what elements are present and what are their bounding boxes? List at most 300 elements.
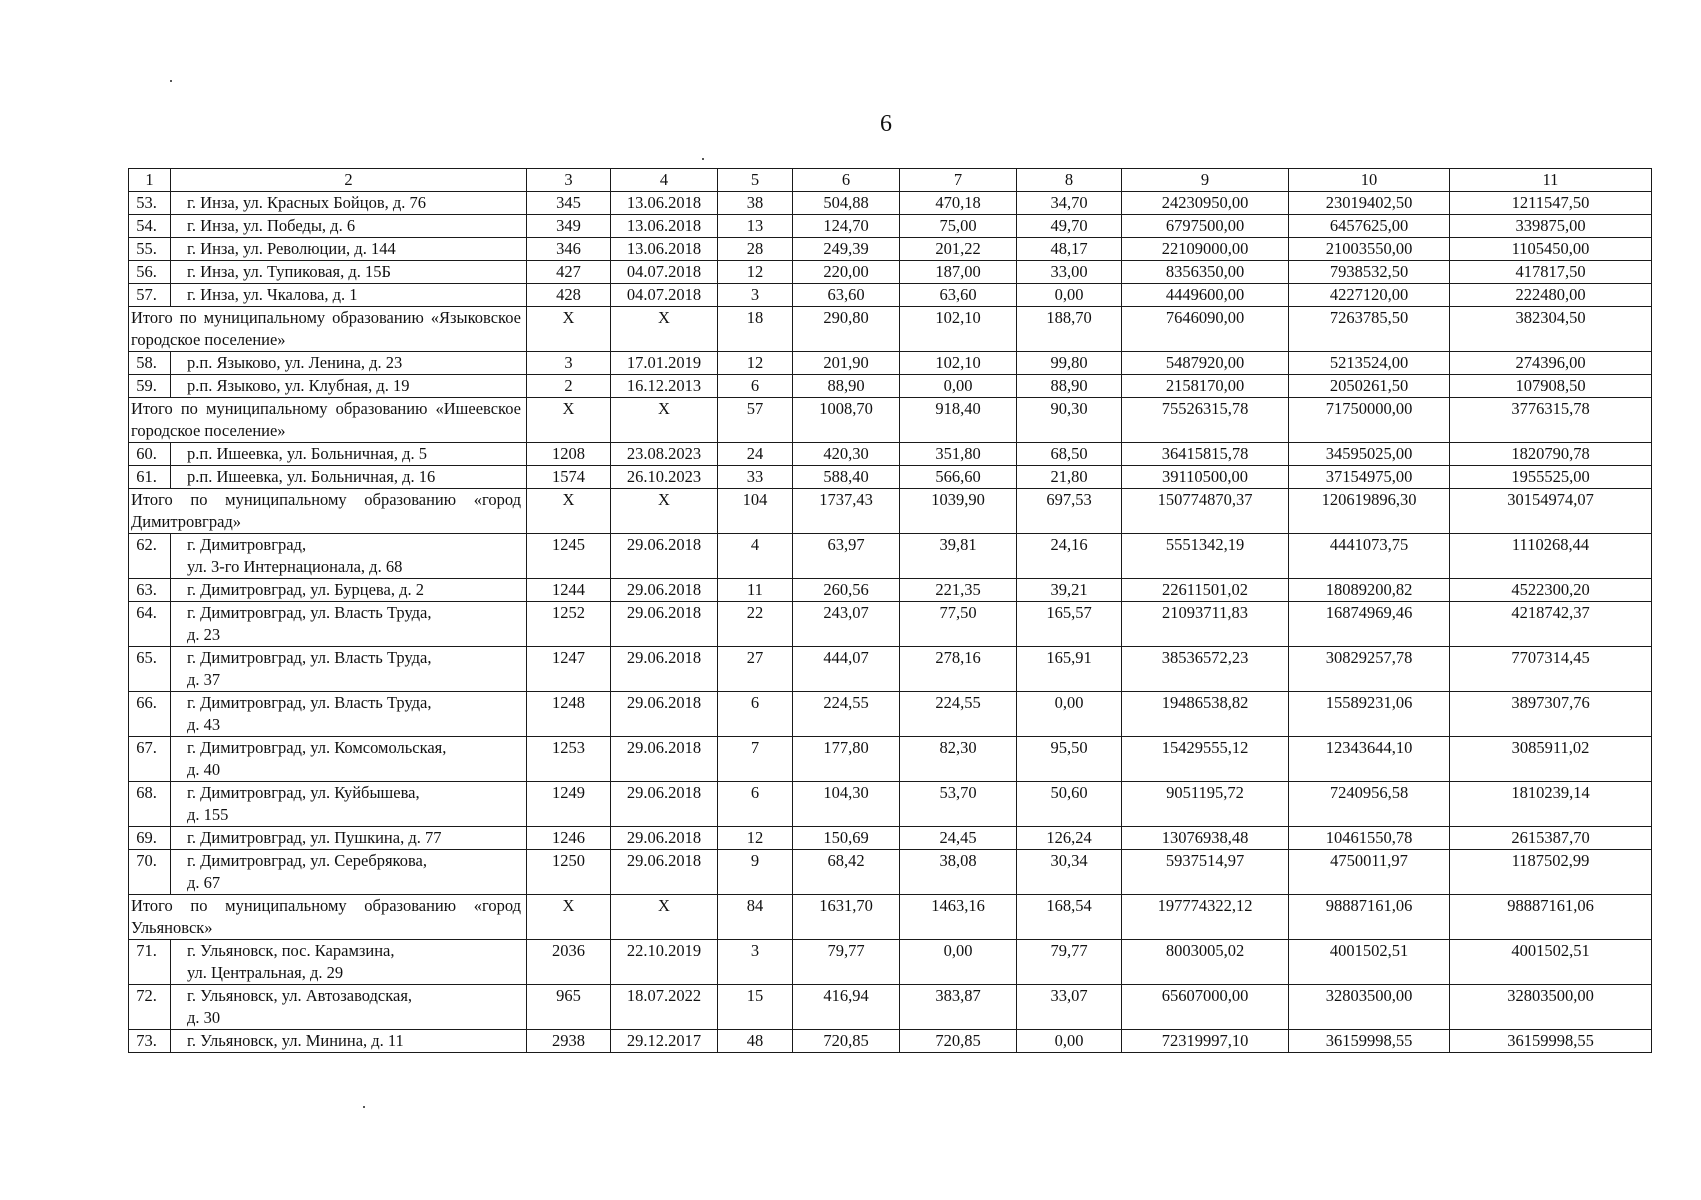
total-area: 68,42 bbox=[793, 850, 900, 895]
registry-number: 346 bbox=[527, 238, 611, 261]
amount-11: 1110268,44 bbox=[1450, 534, 1652, 579]
area-8: 126,24 bbox=[1017, 827, 1122, 850]
total-area: 1008,70 bbox=[793, 398, 900, 443]
total-area: 1737,43 bbox=[793, 489, 900, 534]
amount-11: 36159998,55 bbox=[1450, 1030, 1652, 1053]
registry-number: 3 bbox=[527, 352, 611, 375]
subtotal-label: Итого по муниципальному образованию «Ишеевское городское поселение» bbox=[129, 398, 527, 443]
amount-10: 4750011,97 bbox=[1289, 850, 1450, 895]
amount-10: 36159998,55 bbox=[1289, 1030, 1450, 1053]
scan-speck bbox=[363, 1106, 365, 1108]
address: г. Димитровград, ул. Куйбышева, д. 155 bbox=[171, 782, 527, 827]
area-8: 33,07 bbox=[1017, 985, 1122, 1030]
date: 29.06.2018 bbox=[611, 602, 718, 647]
amount-11: 3776315,78 bbox=[1450, 398, 1652, 443]
date: 29.12.2017 bbox=[611, 1030, 718, 1053]
address: г. Димитровград, ул. Власть Труда, д. 37 bbox=[171, 647, 527, 692]
area-7: 720,85 bbox=[900, 1030, 1017, 1053]
date: 04.07.2018 bbox=[611, 261, 718, 284]
amount-10: 4227120,00 bbox=[1289, 284, 1450, 307]
total-area: 416,94 bbox=[793, 985, 900, 1030]
area-8: 68,50 bbox=[1017, 443, 1122, 466]
table-row bbox=[129, 261, 1652, 284]
area-7: 278,16 bbox=[900, 647, 1017, 692]
table-row bbox=[129, 238, 1652, 261]
area-7: 1039,90 bbox=[900, 489, 1017, 534]
row-number: 70. bbox=[129, 850, 171, 895]
total-area: 79,77 bbox=[793, 940, 900, 985]
total-area: 1631,70 bbox=[793, 895, 900, 940]
area-7: 0,00 bbox=[900, 375, 1017, 398]
table-row bbox=[129, 940, 1652, 985]
date: X bbox=[611, 895, 718, 940]
area-7: 383,87 bbox=[900, 985, 1017, 1030]
total-area: 150,69 bbox=[793, 827, 900, 850]
row-number: 64. bbox=[129, 602, 171, 647]
address: г. Димитровград, ул. Бурцева, д. 2 bbox=[171, 579, 527, 602]
residents-count: 18 bbox=[718, 307, 793, 352]
date: 29.06.2018 bbox=[611, 579, 718, 602]
address: г. Инза, ул. Тупиковая, д. 15Б bbox=[171, 261, 527, 284]
address: г. Димитровград, ул. Серебрякова, д. 67 bbox=[171, 850, 527, 895]
amount-11: 417817,50 bbox=[1450, 261, 1652, 284]
row-number: 58. bbox=[129, 352, 171, 375]
area-7: 224,55 bbox=[900, 692, 1017, 737]
address: г. Инза, ул. Победы, д. 6 bbox=[171, 215, 527, 238]
amount-total: 8003005,02 bbox=[1122, 940, 1289, 985]
table-row bbox=[129, 602, 1652, 647]
total-area: 249,39 bbox=[793, 238, 900, 261]
row-number: 66. bbox=[129, 692, 171, 737]
amount-10: 7263785,50 bbox=[1289, 307, 1450, 352]
row-number: 67. bbox=[129, 737, 171, 782]
total-area: 720,85 bbox=[793, 1030, 900, 1053]
residents-count: 33 bbox=[718, 466, 793, 489]
registry-number: 965 bbox=[527, 985, 611, 1030]
subtotal-row bbox=[129, 895, 1652, 940]
amount-10: 4001502,51 bbox=[1289, 940, 1450, 985]
row-number: 54. bbox=[129, 215, 171, 238]
table-row bbox=[129, 1030, 1652, 1053]
registry-number: 1250 bbox=[527, 850, 611, 895]
row-number: 69. bbox=[129, 827, 171, 850]
amount-11: 30154974,07 bbox=[1450, 489, 1652, 534]
amount-10: 30829257,78 bbox=[1289, 647, 1450, 692]
subtotal-label: Итого по муниципальному образованию «город Ульяновск» bbox=[129, 895, 527, 940]
amount-11: 1187502,99 bbox=[1450, 850, 1652, 895]
area-8: 90,30 bbox=[1017, 398, 1122, 443]
residents-count: 84 bbox=[718, 895, 793, 940]
amount-total: 9051195,72 bbox=[1122, 782, 1289, 827]
registry-number: 349 bbox=[527, 215, 611, 238]
date: 13.06.2018 bbox=[611, 238, 718, 261]
total-area: 88,90 bbox=[793, 375, 900, 398]
amount-10: 18089200,82 bbox=[1289, 579, 1450, 602]
scan-speck bbox=[702, 158, 704, 160]
column-number: 3 bbox=[527, 169, 611, 192]
residents-count: 24 bbox=[718, 443, 793, 466]
amount-total: 22611501,02 bbox=[1122, 579, 1289, 602]
area-8: 21,80 bbox=[1017, 466, 1122, 489]
registry-number: 345 bbox=[527, 192, 611, 215]
area-7: 102,10 bbox=[900, 352, 1017, 375]
column-number: 6 bbox=[793, 169, 900, 192]
date: 26.10.2023 bbox=[611, 466, 718, 489]
residents-count: 4 bbox=[718, 534, 793, 579]
address: г. Инза, ул. Красных Бойцов, д. 76 bbox=[171, 192, 527, 215]
address: г. Димитровград, ул. Власть Труда, д. 43 bbox=[171, 692, 527, 737]
area-8: 79,77 bbox=[1017, 940, 1122, 985]
amount-total: 65607000,00 bbox=[1122, 985, 1289, 1030]
registry-number: 1249 bbox=[527, 782, 611, 827]
registry-number: X bbox=[527, 489, 611, 534]
table-row bbox=[129, 352, 1652, 375]
registry-number: 1252 bbox=[527, 602, 611, 647]
residents-count: 38 bbox=[718, 192, 793, 215]
column-number: 4 bbox=[611, 169, 718, 192]
area-8: 39,21 bbox=[1017, 579, 1122, 602]
subtotal-row bbox=[129, 307, 1652, 352]
table-row bbox=[129, 215, 1652, 238]
area-8: 165,91 bbox=[1017, 647, 1122, 692]
address: г. Димитровград, ул. Комсомольская, д. 40 bbox=[171, 737, 527, 782]
amount-10: 34595025,00 bbox=[1289, 443, 1450, 466]
date: 29.06.2018 bbox=[611, 737, 718, 782]
data-table bbox=[128, 168, 1652, 1053]
amount-total: 5487920,00 bbox=[1122, 352, 1289, 375]
registry-number: X bbox=[527, 398, 611, 443]
area-8: 168,54 bbox=[1017, 895, 1122, 940]
date: 29.06.2018 bbox=[611, 782, 718, 827]
residents-count: 48 bbox=[718, 1030, 793, 1053]
total-area: 260,56 bbox=[793, 579, 900, 602]
table-row bbox=[129, 579, 1652, 602]
column-number: 1 bbox=[129, 169, 171, 192]
amount-11: 4218742,37 bbox=[1450, 602, 1652, 647]
residents-count: 7 bbox=[718, 737, 793, 782]
amount-total: 4449600,00 bbox=[1122, 284, 1289, 307]
amount-10: 5213524,00 bbox=[1289, 352, 1450, 375]
date: 29.06.2018 bbox=[611, 827, 718, 850]
residents-count: 12 bbox=[718, 352, 793, 375]
residents-count: 6 bbox=[718, 692, 793, 737]
area-8: 34,70 bbox=[1017, 192, 1122, 215]
amount-11: 274396,00 bbox=[1450, 352, 1652, 375]
amount-total: 5937514,97 bbox=[1122, 850, 1289, 895]
amount-11: 7707314,45 bbox=[1450, 647, 1652, 692]
row-number: 62. bbox=[129, 534, 171, 579]
amount-10: 7938532,50 bbox=[1289, 261, 1450, 284]
area-7: 24,45 bbox=[900, 827, 1017, 850]
amount-11: 382304,50 bbox=[1450, 307, 1652, 352]
area-8: 0,00 bbox=[1017, 284, 1122, 307]
area-7: 351,80 bbox=[900, 443, 1017, 466]
scan-speck bbox=[170, 80, 172, 82]
amount-total: 5551342,19 bbox=[1122, 534, 1289, 579]
amount-total: 72319997,10 bbox=[1122, 1030, 1289, 1053]
row-number: 53. bbox=[129, 192, 171, 215]
amount-total: 75526315,78 bbox=[1122, 398, 1289, 443]
amount-total: 13076938,48 bbox=[1122, 827, 1289, 850]
area-7: 1463,16 bbox=[900, 895, 1017, 940]
area-7: 77,50 bbox=[900, 602, 1017, 647]
area-8: 49,70 bbox=[1017, 215, 1122, 238]
address: р.п. Языково, ул. Ленина, д. 23 bbox=[171, 352, 527, 375]
total-area: 220,00 bbox=[793, 261, 900, 284]
column-number: 7 bbox=[900, 169, 1017, 192]
area-8: 50,60 bbox=[1017, 782, 1122, 827]
amount-total: 24230950,00 bbox=[1122, 192, 1289, 215]
registry-number: 428 bbox=[527, 284, 611, 307]
area-7: 221,35 bbox=[900, 579, 1017, 602]
date: 17.01.2019 bbox=[611, 352, 718, 375]
registry-number: 2 bbox=[527, 375, 611, 398]
area-7: 82,30 bbox=[900, 737, 1017, 782]
registry-number: 1247 bbox=[527, 647, 611, 692]
amount-10: 71750000,00 bbox=[1289, 398, 1450, 443]
amount-11: 222480,00 bbox=[1450, 284, 1652, 307]
date: 22.10.2019 bbox=[611, 940, 718, 985]
registry-number: 1208 bbox=[527, 443, 611, 466]
column-number: 5 bbox=[718, 169, 793, 192]
amount-11: 4001502,51 bbox=[1450, 940, 1652, 985]
amount-11: 98887161,06 bbox=[1450, 895, 1652, 940]
date: X bbox=[611, 307, 718, 352]
subtotal-label: Итого по муниципальному образованию «Языковское городское поселение» bbox=[129, 307, 527, 352]
subtotal-row bbox=[129, 489, 1652, 534]
total-area: 224,55 bbox=[793, 692, 900, 737]
amount-total: 197774322,12 bbox=[1122, 895, 1289, 940]
area-8: 0,00 bbox=[1017, 1030, 1122, 1053]
address: г. Инза, ул. Революции, д. 144 bbox=[171, 238, 527, 261]
date: 29.06.2018 bbox=[611, 534, 718, 579]
address: г. Ульяновск, ул. Автозаводская, д. 30 bbox=[171, 985, 527, 1030]
amount-10: 21003550,00 bbox=[1289, 238, 1450, 261]
area-7: 63,60 bbox=[900, 284, 1017, 307]
amount-total: 7646090,00 bbox=[1122, 307, 1289, 352]
table-row bbox=[129, 647, 1652, 692]
total-area: 124,70 bbox=[793, 215, 900, 238]
date: 18.07.2022 bbox=[611, 985, 718, 1030]
residents-count: 9 bbox=[718, 850, 793, 895]
amount-total: 38536572,23 bbox=[1122, 647, 1289, 692]
table-row bbox=[129, 466, 1652, 489]
table-row bbox=[129, 782, 1652, 827]
date: 04.07.2018 bbox=[611, 284, 718, 307]
total-area: 588,40 bbox=[793, 466, 900, 489]
address: г. Димитровград, ул. 3-го Интернационала, д. 68 bbox=[171, 534, 527, 579]
total-area: 444,07 bbox=[793, 647, 900, 692]
area-7: 0,00 bbox=[900, 940, 1017, 985]
amount-11: 1955525,00 bbox=[1450, 466, 1652, 489]
amount-10: 32803500,00 bbox=[1289, 985, 1450, 1030]
row-number: 55. bbox=[129, 238, 171, 261]
table-row bbox=[129, 375, 1652, 398]
area-7: 918,40 bbox=[900, 398, 1017, 443]
column-number: 9 bbox=[1122, 169, 1289, 192]
amount-10: 37154975,00 bbox=[1289, 466, 1450, 489]
residents-count: 6 bbox=[718, 375, 793, 398]
amount-10: 10461550,78 bbox=[1289, 827, 1450, 850]
table-row bbox=[129, 284, 1652, 307]
row-number: 72. bbox=[129, 985, 171, 1030]
address: г. Димитровград, ул. Пушкина, д. 77 bbox=[171, 827, 527, 850]
area-8: 30,34 bbox=[1017, 850, 1122, 895]
total-area: 420,30 bbox=[793, 443, 900, 466]
amount-11: 1810239,14 bbox=[1450, 782, 1652, 827]
amount-total: 2158170,00 bbox=[1122, 375, 1289, 398]
date: 23.08.2023 bbox=[611, 443, 718, 466]
date: X bbox=[611, 489, 718, 534]
residents-count: 12 bbox=[718, 827, 793, 850]
residents-count: 3 bbox=[718, 940, 793, 985]
amount-11: 1820790,78 bbox=[1450, 443, 1652, 466]
area-7: 102,10 bbox=[900, 307, 1017, 352]
registry-number: 427 bbox=[527, 261, 611, 284]
address: р.п. Ишеевка, ул. Больничная, д. 16 bbox=[171, 466, 527, 489]
amount-11: 339875,00 bbox=[1450, 215, 1652, 238]
residents-count: 27 bbox=[718, 647, 793, 692]
area-8: 697,53 bbox=[1017, 489, 1122, 534]
amount-11: 1105450,00 bbox=[1450, 238, 1652, 261]
amount-10: 98887161,06 bbox=[1289, 895, 1450, 940]
area-8: 33,00 bbox=[1017, 261, 1122, 284]
amount-total: 8356350,00 bbox=[1122, 261, 1289, 284]
amount-total: 22109000,00 bbox=[1122, 238, 1289, 261]
address: г. Ульяновск, пос. Карамзина, ул. Центральная, д. 29 bbox=[171, 940, 527, 985]
area-8: 188,70 bbox=[1017, 307, 1122, 352]
registry-number: 2938 bbox=[527, 1030, 611, 1053]
amount-11: 3897307,76 bbox=[1450, 692, 1652, 737]
total-area: 63,60 bbox=[793, 284, 900, 307]
amount-10: 16874969,46 bbox=[1289, 602, 1450, 647]
residents-count: 28 bbox=[718, 238, 793, 261]
amount-11: 3085911,02 bbox=[1450, 737, 1652, 782]
date: 29.06.2018 bbox=[611, 692, 718, 737]
row-number: 60. bbox=[129, 443, 171, 466]
amount-10: 23019402,50 bbox=[1289, 192, 1450, 215]
area-7: 470,18 bbox=[900, 192, 1017, 215]
amount-11: 1211547,50 bbox=[1450, 192, 1652, 215]
address: г. Димитровград, ул. Власть Труда, д. 23 bbox=[171, 602, 527, 647]
amount-total: 150774870,37 bbox=[1122, 489, 1289, 534]
amount-total: 6797500,00 bbox=[1122, 215, 1289, 238]
total-area: 104,30 bbox=[793, 782, 900, 827]
date: 29.06.2018 bbox=[611, 850, 718, 895]
row-number: 59. bbox=[129, 375, 171, 398]
residents-count: 15 bbox=[718, 985, 793, 1030]
row-number: 68. bbox=[129, 782, 171, 827]
area-8: 165,57 bbox=[1017, 602, 1122, 647]
row-number: 71. bbox=[129, 940, 171, 985]
address: р.п. Языково, ул. Клубная, д. 19 bbox=[171, 375, 527, 398]
address: г. Инза, ул. Чкалова, д. 1 bbox=[171, 284, 527, 307]
registry-number: X bbox=[527, 307, 611, 352]
residents-count: 3 bbox=[718, 284, 793, 307]
area-8: 48,17 bbox=[1017, 238, 1122, 261]
row-number: 73. bbox=[129, 1030, 171, 1053]
amount-total: 36415815,78 bbox=[1122, 443, 1289, 466]
registry-number: 2036 bbox=[527, 940, 611, 985]
area-8: 88,90 bbox=[1017, 375, 1122, 398]
date: 13.06.2018 bbox=[611, 215, 718, 238]
residents-count: 57 bbox=[718, 398, 793, 443]
row-number: 57. bbox=[129, 284, 171, 307]
registry-number: 1244 bbox=[527, 579, 611, 602]
address: г. Ульяновск, ул. Минина, д. 11 bbox=[171, 1030, 527, 1053]
residents-count: 22 bbox=[718, 602, 793, 647]
amount-10: 2050261,50 bbox=[1289, 375, 1450, 398]
table-row bbox=[129, 534, 1652, 579]
table-row bbox=[129, 850, 1652, 895]
row-number: 65. bbox=[129, 647, 171, 692]
total-area: 63,97 bbox=[793, 534, 900, 579]
residents-count: 104 bbox=[718, 489, 793, 534]
amount-total: 19486538,82 bbox=[1122, 692, 1289, 737]
total-area: 177,80 bbox=[793, 737, 900, 782]
row-number: 63. bbox=[129, 579, 171, 602]
amount-11: 2615387,70 bbox=[1450, 827, 1652, 850]
registry-number: 1248 bbox=[527, 692, 611, 737]
row-number: 61. bbox=[129, 466, 171, 489]
amount-total: 39110500,00 bbox=[1122, 466, 1289, 489]
page-number: 6 bbox=[880, 111, 892, 137]
amount-10: 12343644,10 bbox=[1289, 737, 1450, 782]
area-8: 99,80 bbox=[1017, 352, 1122, 375]
amount-10: 7240956,58 bbox=[1289, 782, 1450, 827]
amount-10: 4441073,75 bbox=[1289, 534, 1450, 579]
date: 16.12.2013 bbox=[611, 375, 718, 398]
area-8: 24,16 bbox=[1017, 534, 1122, 579]
date: X bbox=[611, 398, 718, 443]
amount-10: 120619896,30 bbox=[1289, 489, 1450, 534]
table-row bbox=[129, 827, 1652, 850]
residents-count: 12 bbox=[718, 261, 793, 284]
table-row bbox=[129, 692, 1652, 737]
table-row bbox=[129, 192, 1652, 215]
row-number: 56. bbox=[129, 261, 171, 284]
total-area: 201,90 bbox=[793, 352, 900, 375]
amount-total: 15429555,12 bbox=[1122, 737, 1289, 782]
address: р.п. Ишеевка, ул. Больничная, д. 5 bbox=[171, 443, 527, 466]
column-number: 11 bbox=[1450, 169, 1652, 192]
total-area: 243,07 bbox=[793, 602, 900, 647]
area-7: 201,22 bbox=[900, 238, 1017, 261]
registry-number: 1574 bbox=[527, 466, 611, 489]
registry-number: 1246 bbox=[527, 827, 611, 850]
registry-number: 1245 bbox=[527, 534, 611, 579]
area-7: 39,81 bbox=[900, 534, 1017, 579]
amount-10: 15589231,06 bbox=[1289, 692, 1450, 737]
residents-count: 6 bbox=[718, 782, 793, 827]
amount-11: 32803500,00 bbox=[1450, 985, 1652, 1030]
residents-count: 13 bbox=[718, 215, 793, 238]
date: 13.06.2018 bbox=[611, 192, 718, 215]
area-7: 75,00 bbox=[900, 215, 1017, 238]
area-7: 187,00 bbox=[900, 261, 1017, 284]
area-8: 0,00 bbox=[1017, 692, 1122, 737]
total-area: 290,80 bbox=[793, 307, 900, 352]
area-7: 38,08 bbox=[900, 850, 1017, 895]
total-area: 504,88 bbox=[793, 192, 900, 215]
registry-number: X bbox=[527, 895, 611, 940]
date: 29.06.2018 bbox=[611, 647, 718, 692]
table-row bbox=[129, 985, 1652, 1030]
area-7: 566,60 bbox=[900, 466, 1017, 489]
table-row bbox=[129, 737, 1652, 782]
column-number-row bbox=[129, 169, 1652, 192]
amount-10: 6457625,00 bbox=[1289, 215, 1450, 238]
